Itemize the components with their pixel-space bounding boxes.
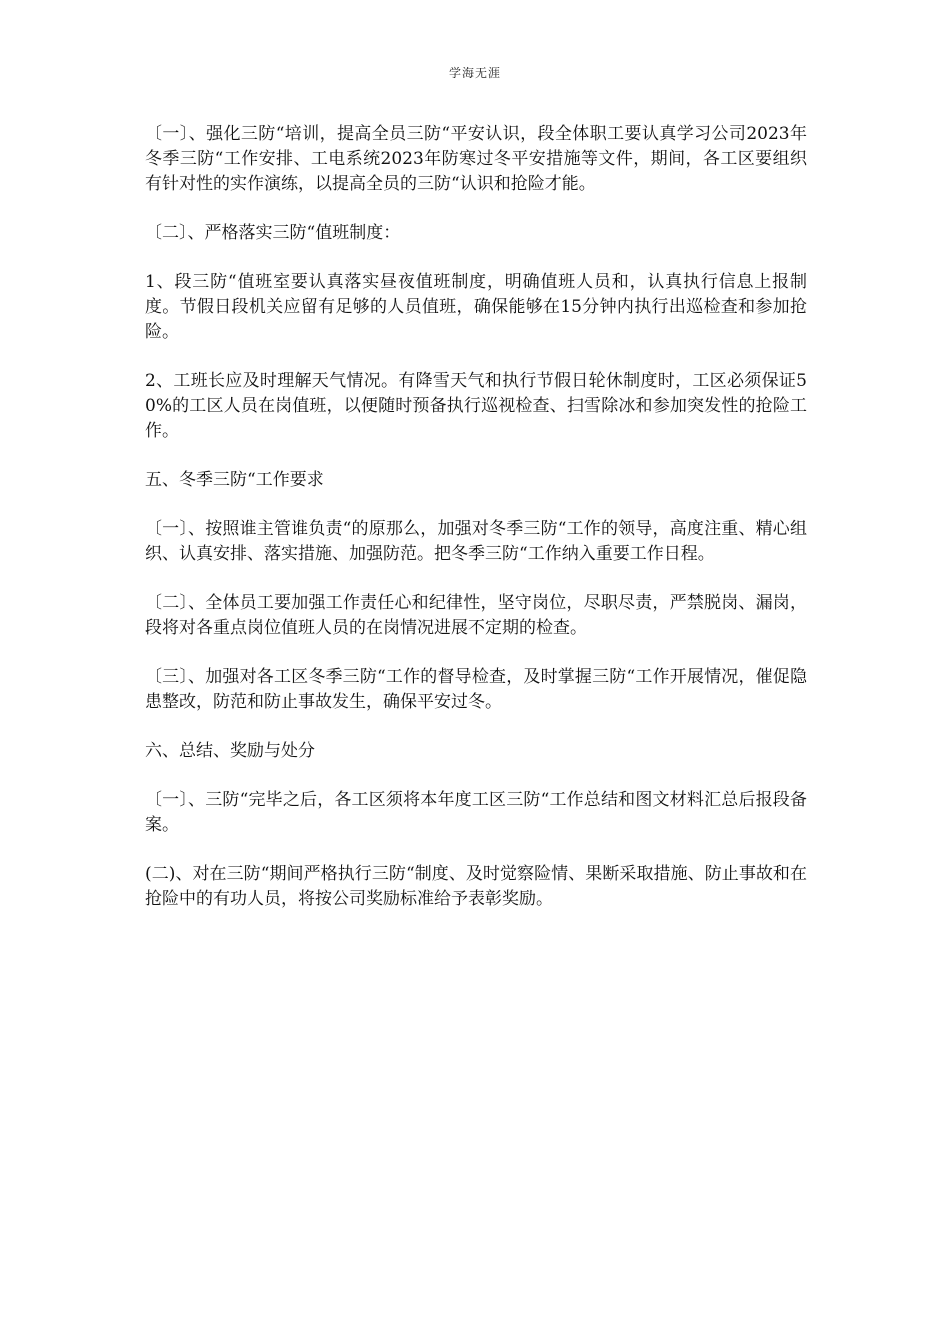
page-header: 学海无涯 (448, 66, 501, 80)
paragraph-duty-room: 1、段三防“值班室要认真落实昼夜值班制度，明确值班人员和，认真执行信息上报制度。节假日段机关应留有足够的人员值班，确保能够在15分钟内执行出巡检查和参加抢险。 (145, 272, 807, 342)
paragraph-duty-system-heading: 〔二〕、严格落实三防“值班制度： (145, 223, 401, 243)
paragraph-weather: 2、工班长应及时理解天气情况。有降雪天气和执行节假日轮休制度时，工区必须保证50%的工区人员在岗值班，以便随时预备执行巡视检查、扫雪除冰和参加突发性的抢险工作。 (145, 371, 807, 441)
paragraph-leadership: 〔一〕、按照谁主管谁负责“的原那么，加强对冬季三防“工作的领导，高度注重、精心组织、认真安排、落实措施、加强防范。把冬季三防“工作纳入重要工作日程。 (145, 519, 807, 564)
paragraph-rewards: (二)、对在三防“期间严格执行三防“制度、及时觉察险情、果断采取措施、防止事故和在抢险中的有功人员，将按公司奖励标准给予表彰奖励。 (145, 864, 807, 909)
paragraph-supervision: 〔三〕、加强对各工区冬季三防“工作的督导检查，及时掌握三防“工作开展情况，催促隐患整改，防范和防止事故发生，确保平安过冬。 (145, 667, 807, 712)
section-heading-requirements: 五、冬季三防“工作要求 (145, 470, 324, 490)
paragraph-training: 〔一〕、强化三防“培训，提高全员三防“平安认识，段全体职工要认真学习公司2023年冬季三防“工作安排、工电系统2023年防寒过冬平安措施等文件，期间，各工区要组织有针对性的实作演练，以提高全员的三防“认识和抢险才能。 (145, 124, 807, 194)
section-heading-summary: 六、总结、奖励与处分 (145, 741, 315, 761)
document-body (145, 122, 807, 936)
paragraph-responsibility: 〔二〕、全体员工要加强工作责任心和纪律性，坚守岗位，尽职尽责，严禁脱岗、漏岗，段将对各重点岗位值班人员的在岗情况进展不定期的检查。 (145, 593, 807, 638)
paragraph-summary-report: 〔一〕、三防“完毕之后，各工区须将本年度工区三防“工作总结和图文材料汇总后报段备案。 (145, 790, 807, 835)
